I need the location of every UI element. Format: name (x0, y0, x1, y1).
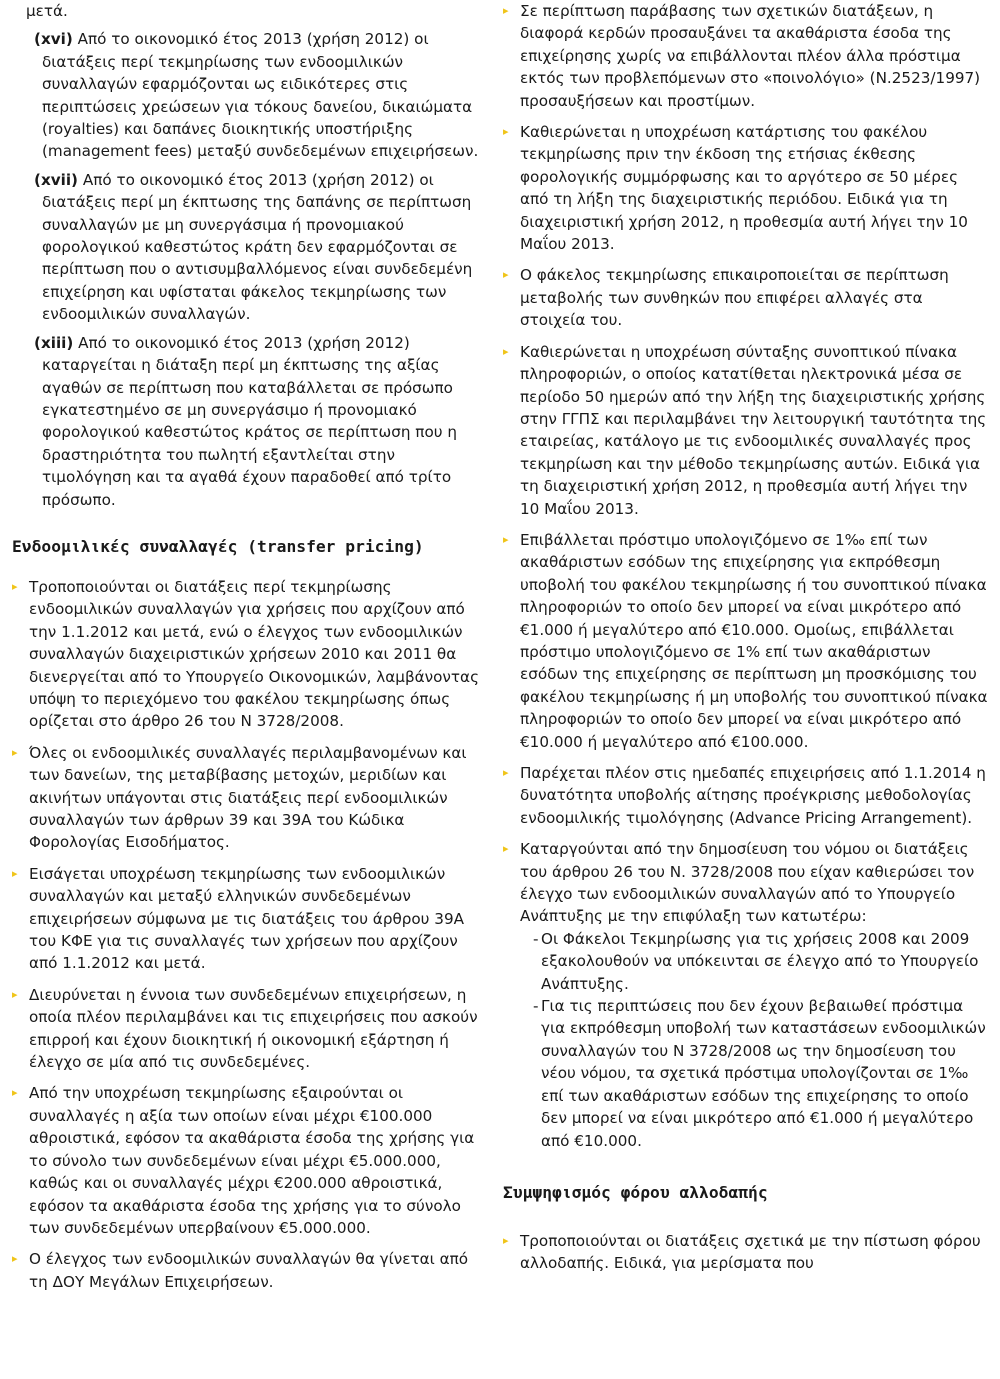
bullet-icon: ▸ (503, 344, 509, 358)
numbered-item-xvii (12, 169, 482, 326)
item-text: Από το οικονομικό έτος 2013 (χρήση 2012) οι διατάξεις περί τεκμηρίωσης των ενδοομιλικών συναλλαγών εφαρμόζονται ως ειδικότερες στις περιπτώσεις χρεώσεων για τόκους δανείου, δικαιώματα (royalties) και δαπάνες διοικητικής υποστήριξης (management fees) μεταξύ συνδεδεμένων επιχειρήσεων. (42, 30, 479, 161)
sub-list-item: - Για τις περιπτώσεις που δεν έχουν βεβαιωθεί πρόστιμα για εκπρόθεσμη υποβολή των καταστάσεων ενδοομιλικών συναλλαγών του Ν 3728/2008 ως την δημοσίευση του νέου νόμου, τα σχετικά πρόστιμα υπολογίζονται σε 1‰ επί των ακαθάριστων εσόδων της επιχείρησης το οποίο δεν μπορεί να είναι μικρότερο από €1.000 ή μεγαλύτερο από €10.000. (533, 997, 986, 1150)
section-heading-foreign-tax: Συμψηφισμός φόρου αλλοδαπής (503, 1182, 768, 1202)
bullet-icon: ▸ (12, 866, 18, 880)
list-item: ▸ Εισάγεται υποχρέωση τεκμηρίωσης των ενδοομιλικών συναλλαγών και μεταξύ ελληνικών συνδεδεμένων επιχειρήσεων σύμφωνα με τις διατάξεις του άρθρου 39Α του ΚΦΕ για τις συναλλαγές των χρήσεων που αρχίζουν από 1.1.2012 και μετά. (12, 864, 465, 973)
numbered-item-xiii (12, 332, 482, 511)
list-item: ▸ Καθιερώνεται η υποχρέωση σύνταξης συνοπτικού πίνακα πληροφοριών, ο οποίος κατατίθεται ηλεκτρονικά μέσα σε περίοδο 50 ημερών από την λήξη της διαχειριστικής χρήσης στην ΓΓΠΣ και περιλαμβάνει την λειτουργική ταυτότητα της εταιρείας, κατάλογο με τις ενδοομιλικές συναλλαγές προς τεκμηρίωση και την μέθοδο τεκμηρίωσης αυτών. Ειδικά για τη διαχειριστική χρήση 2012, η προθεσμία αυτή λήγει την 10 Μαΐου 2013. (503, 342, 987, 518)
bullet-icon: ▸ (503, 1233, 509, 1247)
list-item: ▸ Διευρύνεται η έννοια των συνδεδεμένων επιχειρήσεων, η οποία πλέον περιλαμβάνει και τις επιχειρήσεις που ασκούν επιρροή και έχουν διοικητική ή οικονομική εξάρτηση ή έλεγχο σε μία από τις συνδεδεμένες. (12, 985, 478, 1072)
numbered-item-xvi (12, 28, 482, 162)
item-text: Από το οικονομικό έτος 2013 (χρήση 2012) καταργείται η διάταξη περί μη έκπτωσης της αξίας αγαθών σε περίπτωση που καταβάλλεται σε πρόσωπο εγκατεστημένο σε μη συνεργάσιμο ή προνομιακό φορολογικού καθεστώτος κράτος σε περίπτωση που η δραστηριότητα του πωλητή εξαντλείται στην τιμολόγηση και τα αγαθά έχουν παραδοθεί από τρίτο πρόσωπο. (42, 333, 457, 509)
dash-icon: - (533, 997, 539, 1016)
item-label: (xvi) (34, 30, 73, 49)
list-item: ▸ Σε περίπτωση παράβασης των σχετικών διατάξεων, η διαφορά κερδών προσαυξάνει τα ακαθάριστα έσοδα της επιχείρησης χωρίς να επιβάλλονται πλέον άλλα πρόστιμα εκτός των προβλεπόμενων στο «ποινολόγιο» (Ν.2523/1997) προσαυξήσεων και προστίμων. (503, 2, 981, 110)
list-item: ▸ Καθιερώνεται η υποχρέωση κατάρτισης του φακέλου τεκμηρίωσης πριν την έκδοση της ετήσιας έκθεσης φορολογικής συμμόρφωσης και το αργότερο σε 50 μέρες από τη λήξη της διαχειριστικής περιόδου. Ειδικά για τη διαχειριστική χρήση 2012, η προθεσμία αυτή λήγει την 10 Μαΐου 2013. (503, 123, 968, 254)
list-item: ▸ Παρέχεται πλέον στις ημεδαπές επιχειρήσεις από 1.1.2014 η δυνατότητα υποβολής αίτησης προέγκρισης μεθοδολογίας ενδοομιλικής τιμολόγησης (Advance Pricing Arrangement). (503, 764, 986, 827)
bullet-icon: ▸ (503, 4, 509, 17)
section-heading-transfer-pricing: Ενδοομιλικές συναλλαγές (transfer pricing) (12, 536, 424, 556)
list-item: ▸ Ο έλεγχος των ενδοομιλικών συναλλαγών θα γίνεται από τη ΔΟΥ Μεγάλων Επιχειρήσεων. (12, 1250, 469, 1291)
bullet-icon: ▸ (12, 987, 18, 1001)
sub-list-item: - Οι Φάκελοι Τεκμηρίωσης για τις χρήσεις 2008 και 2009 εξακολουθούν να υπόκεινται σε έλεγχο από το Υπουργείο Ανάπτυξης. (533, 929, 979, 993)
list-item: ▸ Καταργούνται από την δημοσίευση του νόμου οι διατάξεις του άρθρου 26 του Ν. 3728/2008 που είχαν καθιερώσει τον έλεγχο των ενδοομιλικών συναλλαγών από το Υπουργείο Ανάπτυξης με την επιφύλαξη των κατωτέρω: (503, 840, 975, 926)
list-item: ▸ Όλες οι ενδοομιλικές συναλλαγές περιλαμβανομένων και των δανείων, της μεταβίβασης μετοχών, μεριδίων και ακινήτων υπάγονται στις διατάξεις περί ενδοομιλικών συναλλαγών των άρθρων 39 και 39Α του Κώδικα Φορολογίας Εισοδήματος. (12, 743, 467, 852)
list-item: ▸ Τροποποιούνται οι διατάξεις σχετικά με την πίστωση φόρου αλλοδαπής. Ειδικά, για μερίσματα που (503, 1231, 981, 1273)
bullet-icon: ▸ (12, 745, 18, 759)
right-column (503, 0, 988, 1284)
bullet-icon: ▸ (503, 766, 509, 779)
continuation-text: μετά. (26, 2, 68, 20)
left-column (12, 0, 482, 1302)
dash-icon: - (533, 929, 539, 948)
bullet-icon: ▸ (503, 125, 509, 139)
item-text: Από το οικονομικό έτος 2013 (χρήση 2012) οι διατάξεις περί μη έκπτωσης της δαπάνης σε περίπτωση συναλλαγών με μη συνεργάσιμα ή προνομιακού φορολογικού καθεστώτος κράτη δεν εφαρμόζονται σε περίπτωση που ο αντισυμβαλλόμενος είναι συνδεδεμένη επιχείρηση και υφίσταται φάκελος τεκμηρίωσης των ενδοομιλικών συναλλαγών. (42, 170, 473, 324)
list-item: ▸ Επιβάλλεται πρόστιμο υπολογιζόμενο σε 1‰ επί των ακαθάριστων εσόδων της επιχείρησης για εκπρόθεσμη υποβολή του φακέλου τεκμηρίωσης ή του συνοπτικού πίνακα πληροφοριών το οποίο δεν μπορεί να είναι μικρότερο από €1.000 ή μεγαλύτερο από €10.000. Ομοίως, επιβάλλεται πρόστιμο υπολογιζόμενο σε 1% επί των ακαθάριστων εσόδων της επιχείρησης σε περίπτωση μη προσκόμισης του φακέλου τεκμηρίωσης ή μη υποβολής του συνοπτικού πίνακα πληροφοριών το οποίο δεν μπορεί να είναι μικρότερο από €10.000 ή μεγαλύτερο από €100.000. (503, 530, 988, 751)
list-item: ▸ Από την υποχρέωση τεκμηρίωσης εξαιρούνται οι συναλλαγές η αξία των οποίων είναι μέχρι €100.000 αθροιστικά, εφόσον τα ακαθάριστα έσοδα της χρήσης για το σύνολο των συνδεδεμένων είναι μέχρι €5.000.000, καθώς και οι συναλλαγές μέχρι €200.000 αθροιστικά, εφόσον τα ακαθάριστα έσοδα της χρήσης για το σύνολο των συνδεδεμένων υπερβαίνουν €5.000.000. (12, 1084, 475, 1237)
list-item: ▸ Τροποποιούνται οι διατάξεις περί τεκμηρίωσης ενδοομιλικών συναλλαγών για χρήσεις που αρχίζουν από την 1.1.2012 και μετά, ενώ ο έλεγχος των ενδοομιλικών συναλλαγών διαχειριστικών χρήσεων 2010 και 2011 θα διενεργείται από το Υπουργείο Οικονομικών, λαμβάνοντας υπόψη το περιεχόμενο του φακέλου τεκμηρίωσης όπως ορίζεται στο άρθρο 26 του Ν 3728/2008. (12, 577, 479, 731)
bullet-icon: ▸ (12, 1252, 18, 1266)
bullet-icon: ▸ (503, 532, 509, 546)
bullet-icon: ▸ (503, 268, 509, 282)
bullet-icon: ▸ (12, 1086, 18, 1100)
list-item: ▸ Ο φάκελος τεκμηρίωσης επικαιροποιείται σε περίπτωση μεταβολής των συνθηκών που επιφέρει αλλαγές στα στοιχεία του. (503, 266, 949, 330)
bullet-icon: ▸ (503, 842, 509, 856)
item-label: (xiii) (34, 333, 74, 352)
item-label: (xvii) (34, 170, 78, 189)
bullet-icon: ▸ (12, 579, 18, 593)
